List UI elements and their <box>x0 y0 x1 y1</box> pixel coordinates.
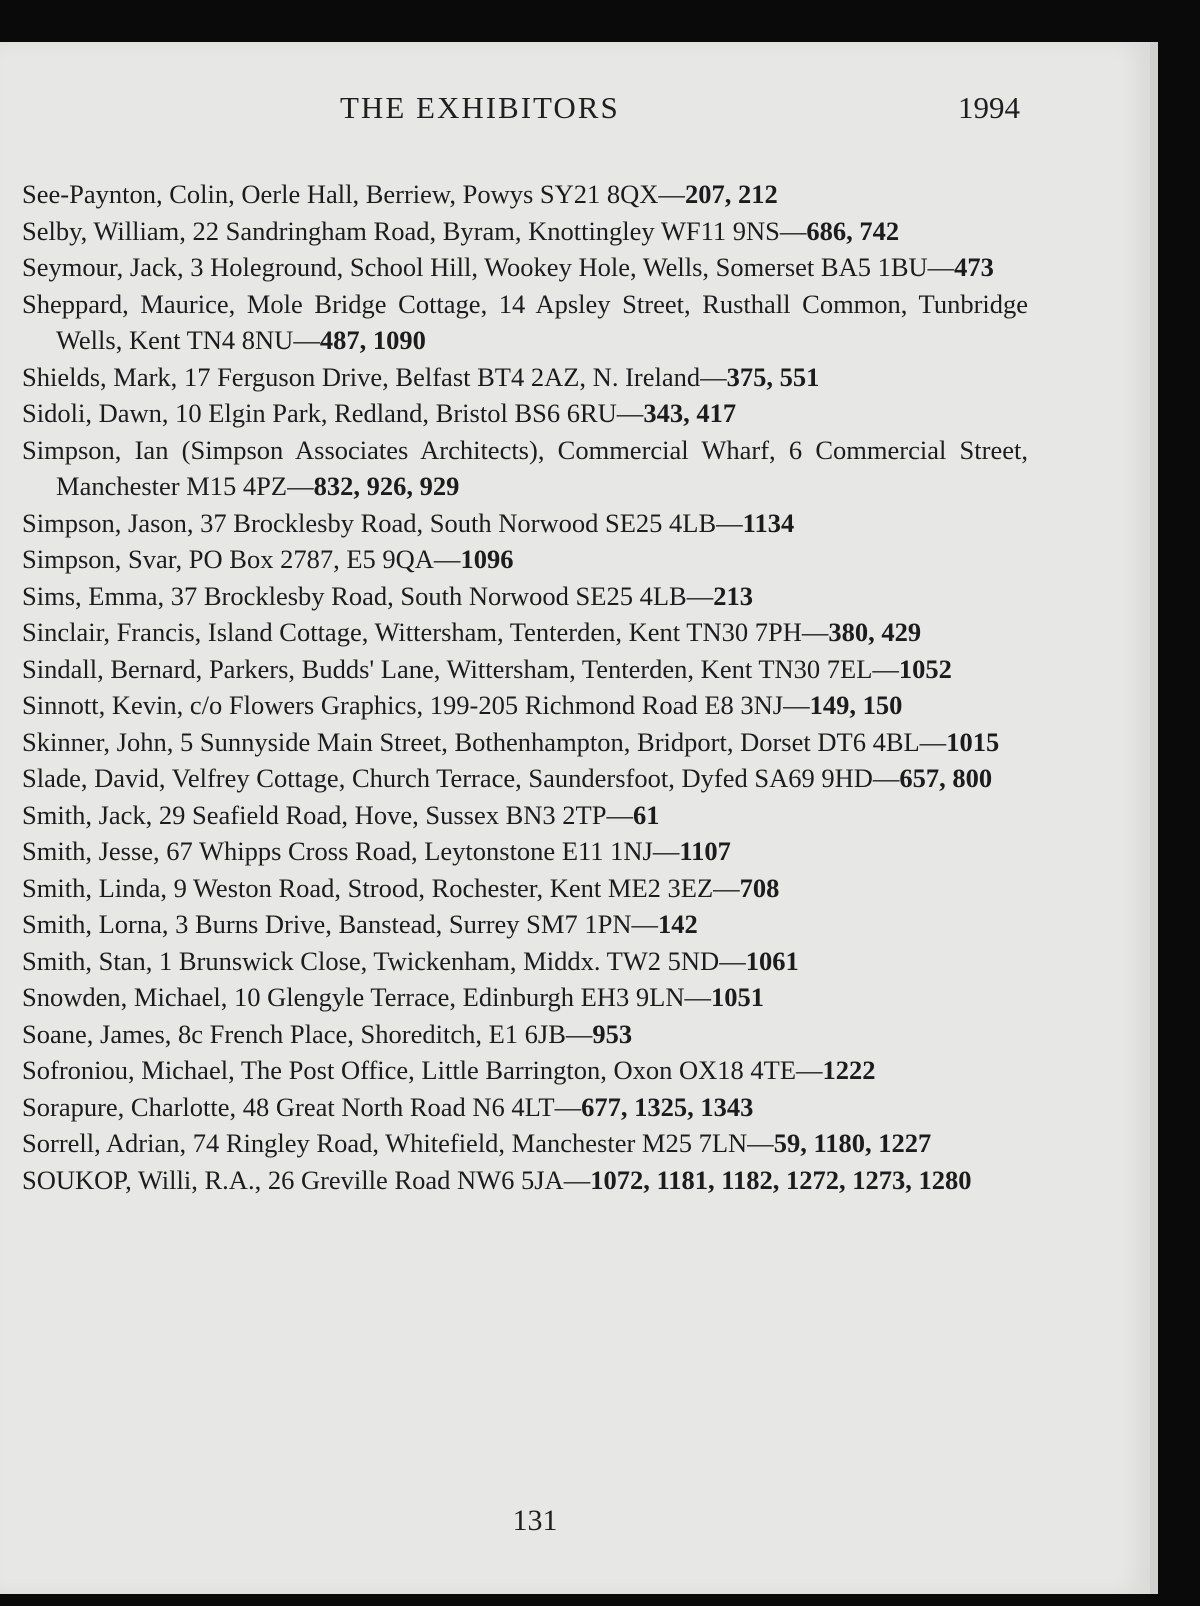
exhibitor-entry <box>22 979 1028 1016</box>
exhibitor-address: 1 Brunswick Close, Twickenham, Middx. TW2 5ND— <box>152 945 746 976</box>
exhibitor-address: 10 Elgin Park, Redland, Bristol BS6 6RU— <box>168 398 644 428</box>
exhibitor-name: Shields, Mark, <box>22 361 178 392</box>
exhibitor-entry <box>22 1125 1028 1162</box>
exhibitor-address: 22 Sandringham Road, Byram, Knottingley WF11 9NS— <box>185 215 807 246</box>
page-number: 131 <box>512 1504 558 1537</box>
exhibitor-entry <box>22 870 1028 907</box>
catalogue-numbers: 473 <box>954 252 994 282</box>
exhibitor-name: Snowden, Michael, <box>22 982 228 1012</box>
exhibitor-address: Oerle Hall, Berriew, Powys SY21 8QX— <box>234 179 685 209</box>
catalogue-numbers: 207, 212 <box>684 179 778 209</box>
running-head-title: THE EXHIBITORS <box>340 90 620 125</box>
exhibitor-address: PO Box 2787, E5 9QA— <box>182 544 461 574</box>
exhibitor-entry <box>22 249 1028 286</box>
exhibitor-address: Island Cottage, Wittersham, Tenterden, Kent TN30 7PH— <box>201 617 829 647</box>
exhibitor-address: c/o Flowers Graphics, 199-205 Richmond Road E8 3NJ— <box>183 690 810 720</box>
exhibitor-address: 3 Holeground, School Hill, Wookey Hole, Wells, Somerset BA5 1BU— <box>183 252 955 282</box>
exhibitor-name: Sims, Emma, <box>22 580 165 611</box>
exhibitor-entry <box>22 724 1028 761</box>
exhibitor-entry <box>22 651 1028 688</box>
exhibitor-name: Sinnott, Kevin, <box>22 690 184 720</box>
catalogue-numbers: 213 <box>713 580 753 611</box>
catalogue-numbers: 1051 <box>710 982 764 1012</box>
exhibitor-name: See-Paynton, Colin, <box>22 179 235 209</box>
exhibitor-entry <box>22 505 1028 542</box>
exhibitor-address: 67 Whipps Cross Road, Leytonstone E11 1NJ— <box>159 836 680 866</box>
exhibitor-name: Smith, Linda, <box>22 872 168 903</box>
exhibitor-entry <box>22 213 1028 250</box>
catalogue-numbers: 1222 <box>822 1055 876 1085</box>
exhibitor-name: Simpson, Svar, <box>22 544 183 574</box>
exhibitor-name: Sidoli, Dawn, <box>22 398 169 428</box>
catalogue-numbers: 142 <box>657 909 698 939</box>
exhibitor-entry <box>22 1052 1028 1089</box>
exhibitor-entry <box>22 906 1028 943</box>
catalogue-numbers: 375, 551 <box>726 361 820 392</box>
catalogue-numbers: 1107 <box>679 836 731 866</box>
exhibitor-address: 48 Great North Road N6 4LT— <box>236 1091 582 1122</box>
exhibitor-entry <box>22 687 1028 724</box>
catalogue-numbers: 832, 926, 929 <box>313 471 460 501</box>
exhibitor-address: Parkers, Budds' Lane, Wittersham, Tenterden, Kent TN30 7EL— <box>202 653 899 684</box>
exhibitor-name: Sofroniou, Michael, <box>22 1055 235 1085</box>
catalogue-numbers: 677, 1325, 1343 <box>581 1091 754 1122</box>
catalogue-numbers: 1052 <box>898 653 952 684</box>
exhibitor-address: 29 Seafield Road, Hove, Sussex BN3 2TP— <box>152 799 633 830</box>
running-head-year: 1994 <box>958 90 1020 125</box>
exhibitor-name: Seymour, Jack, <box>22 252 184 282</box>
catalogue-numbers: 953 <box>592 1018 633 1049</box>
exhibitor-entry <box>22 395 1028 432</box>
exhibitor-name: Smith, Jack, <box>22 799 153 830</box>
exhibitor-list <box>22 176 1028 1198</box>
exhibitor-entry <box>22 578 1028 615</box>
exhibitor-entry <box>22 176 1028 213</box>
catalogue-numbers: 657, 800 <box>899 763 993 793</box>
exhibitor-address: 5 Sunnyside Main Street, Bothenhampton, Bridport, Dorset DT6 4BL— <box>173 726 947 757</box>
exhibitor-entry <box>22 432 1028 505</box>
exhibitor-address: Mole Bridge Cottage, 14 Apsley Street, Rusthall Common, Tunbridge Wells, Kent TN4 8NU— <box>56 288 1029 355</box>
exhibitor-address: (Simpson Associates Architects), Commercial Wharf, 6 Commercial Street, Manchester M15 4PZ— <box>56 434 1028 501</box>
exhibitor-address: 9 Weston Road, Strood, Rochester, Kent ME2 3EZ— <box>167 872 740 903</box>
exhibitor-address: 3 Burns Drive, Banstead, Surrey SM7 1PN— <box>168 909 658 939</box>
catalogue-numbers: 149, 150 <box>809 690 903 720</box>
exhibitor-address: Velfrey Cottage, Church Terrace, Saundersfoot, Dyfed SA69 9HD— <box>165 763 900 793</box>
catalogue-numbers: 1072, 1181, 1182, 1272, 1273, 1280 <box>590 1164 972 1195</box>
exhibitor-name: Slade, David, <box>22 763 166 793</box>
exhibitor-entry <box>22 833 1028 870</box>
exhibitor-name: Sheppard, Maurice, <box>22 288 236 319</box>
catalogue-numbers: 1015 <box>946 726 1000 757</box>
exhibitor-name: Skinner, John, <box>22 726 174 757</box>
exhibitor-entry <box>22 1162 1028 1199</box>
catalogue-numbers: 380, 429 <box>828 617 922 647</box>
exhibitor-address: 17 Ferguson Drive, Belfast BT4 2AZ, N. Ireland— <box>177 361 727 392</box>
exhibitor-entry <box>22 359 1028 396</box>
exhibitor-name: SOUKOP, Willi, R.A., <box>22 1164 262 1195</box>
exhibitor-name: Selby, William, <box>22 215 186 246</box>
running-head <box>0 90 1150 130</box>
catalogue-numbers: 61 <box>632 799 660 830</box>
exhibitor-address: 74 Ringley Road, Whitefield, Manchester M25 7LN— <box>186 1128 774 1158</box>
exhibitor-entry <box>22 286 1028 359</box>
exhibitor-name: Soane, James, <box>22 1018 172 1049</box>
catalogue-numbers: 1096 <box>460 544 514 574</box>
exhibitor-name: Sorrell, Adrian, <box>22 1128 187 1158</box>
exhibitor-entry <box>22 760 1028 797</box>
catalogue-numbers: 708 <box>739 872 780 903</box>
exhibitor-name: Sindall, Bernard, <box>22 653 203 684</box>
exhibitor-name: Smith, Lorna, <box>22 909 169 939</box>
exhibitor-name: Simpson, Ian <box>22 434 169 465</box>
exhibitor-address: 10 Glengyle Terrace, Edinburgh EH3 9LN— <box>227 982 711 1012</box>
catalogue-numbers: 1061 <box>745 945 799 976</box>
catalogue-numbers: 487, 1090 <box>319 325 426 355</box>
catalogue-numbers: 343, 417 <box>643 398 737 428</box>
exhibitor-name: Sinclair, Francis, <box>22 617 202 647</box>
exhibitor-entry <box>22 614 1028 651</box>
exhibitor-address: 8c French Place, Shoreditch, E1 6JB— <box>171 1018 593 1049</box>
exhibitor-address: 37 Brocklesby Road, South Norwood SE25 4LB— <box>193 507 743 538</box>
exhibitor-address: 26 Greville Road NW6 5JA— <box>261 1164 591 1195</box>
exhibitor-entry <box>22 943 1028 980</box>
exhibitor-entry <box>22 797 1028 834</box>
exhibitor-address: The Post Office, Little Barrington, Oxon OX18 4TE— <box>234 1055 823 1085</box>
catalogue-numbers: 59, 1180, 1227 <box>773 1128 932 1158</box>
exhibitor-entry <box>22 1089 1028 1126</box>
exhibitor-name: Sorapure, Charlotte, <box>22 1091 237 1122</box>
catalogue-numbers: 686, 742 <box>806 215 900 246</box>
exhibitor-entry <box>22 1016 1028 1053</box>
exhibitor-entry <box>22 541 1028 578</box>
exhibitor-name: Smith, Stan, <box>22 945 153 976</box>
exhibitor-name: Smith, Jesse, <box>22 836 160 866</box>
exhibitor-address: 37 Brocklesby Road, South Norwood SE25 4LB— <box>164 580 714 611</box>
book-page <box>0 42 1158 1594</box>
exhibitor-name: Simpson, Jason, <box>22 507 194 538</box>
catalogue-numbers: 1134 <box>742 507 795 538</box>
